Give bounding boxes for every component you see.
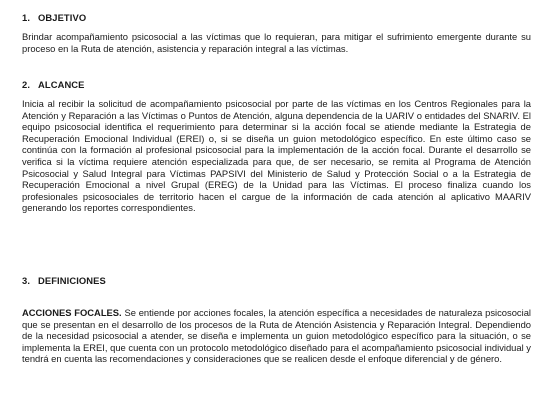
section-title: OBJETIVO bbox=[38, 12, 87, 23]
section-heading-definiciones bbox=[22, 275, 106, 286]
section-body-objetivo: Brindar acompañamiento psicosocial a las víctimas que lo requieran, para mitigar el sufrimiento emergente durante su proceso en la Ruta de atención, asistencia y reparación integral a las víctimas. bbox=[22, 31, 531, 54]
definition-term: ACCIONES FOCALES. bbox=[22, 307, 122, 318]
section-number: 3. bbox=[22, 275, 31, 286]
section-heading-alcance bbox=[22, 79, 85, 90]
section-number: 1. bbox=[22, 12, 31, 23]
section-title: DEFINICIONES bbox=[38, 275, 106, 286]
definition-text: Se entiende por acciones focales, la atención específica a necesidades de naturaleza psicosocial que se presentan en el desarrollo de los procesos de la Ruta de Atención Asistencia y Reparación Integral. Dependiendo de la necesidad psicosocial a atender, se diseña e implementa un guion metodológico específico para la situación, o se implementa la EREI, que cuenta con un protocolo metodológico diseñado para el acompañamiento psicosocial individual y tendrá en cuenta las recomendaciones y consideraciones que se realicen desde el enfoque diferencial y de género. bbox=[22, 307, 531, 365]
section-body-alcance: Inicia al recibir la solicitud de acompañamiento psicosocial por parte de las víctimas en los Centros Regionales para la Atención y Reparación a las Víctimas o Puntos de Atención, alguna dependencia de la UARIV o entidades del SNARIV. El equipo psicosocial identifica el requerimiento para determinar si la acción focal se atiende mediante la Estrategia de Recuperación Emocional Individual (EREI) o, si se diseña un guion metodológico específico. En este último caso se continúa con la formación al profesional psicosocial para la implementación de la acción focal. Durante el desarrollo se verifica si la víctima requiere atención especializada para que, de ser necesario, se remita al Programa de Atención Psicosocial y Salud Integral para Víctimas PAPSIVI del Ministerio de Salud y Protección Social o a la Estrategia de Recuperación Emocional a nivel Grupal (EREG) de la Unidad para las Víctimas. El proceso finaliza cuando los profesionales psicosociales de territorio hacen el cargue de la información de cada atención al aplicativo MAARIV generando los reportes correspondientes. bbox=[22, 98, 531, 214]
section-number: 2. bbox=[22, 79, 31, 90]
section-body-definiciones bbox=[22, 307, 531, 365]
section-heading-objetivo bbox=[22, 12, 86, 23]
section-title: ALCANCE bbox=[38, 79, 85, 90]
